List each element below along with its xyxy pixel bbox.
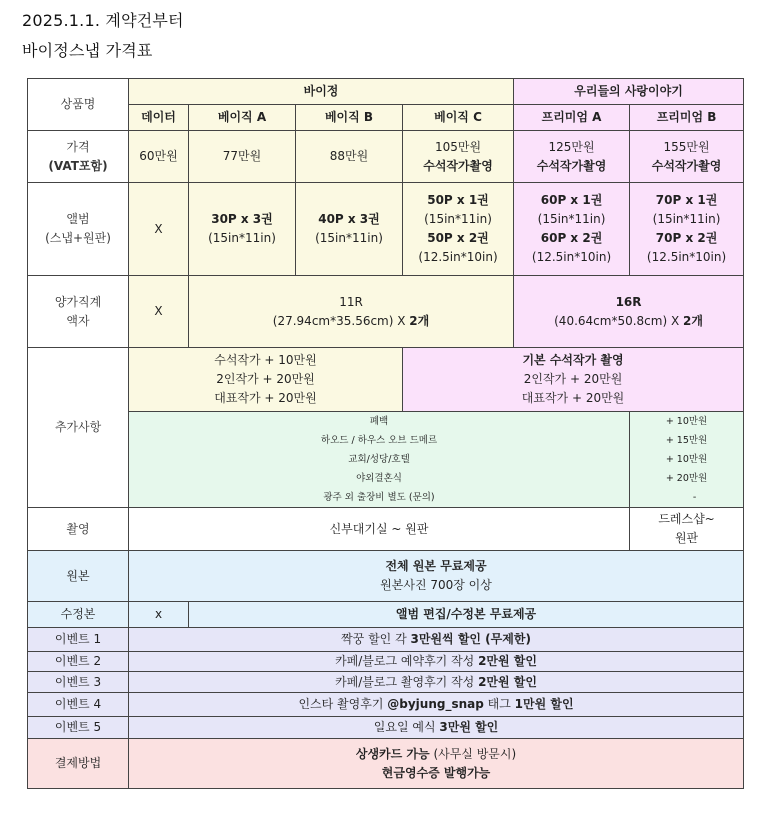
event-emphasis: @byjung_snap: [387, 697, 484, 711]
album-qty: 50P x 1권: [427, 193, 489, 207]
col-header-basic-a: 베이직 A: [189, 105, 296, 131]
original-line: 전체 원본 무료제공: [385, 559, 487, 573]
album-size: (15in*11in): [208, 231, 276, 245]
price-label: [28, 131, 129, 183]
event-emphasis: 3만원 할인: [439, 720, 499, 734]
event-label: 이벤트 5: [28, 717, 129, 739]
frame-premium: [514, 276, 744, 348]
shooting-side-line: 드레스샵~: [658, 512, 715, 526]
frame-label-line2: 액자: [66, 313, 90, 328]
payment-note: (사무실 방문시): [433, 746, 517, 761]
price-basic-b: 88만원: [296, 131, 403, 183]
album-qty: 60P x 2권: [540, 231, 603, 245]
extras-line: 수석작가 + 10만원: [214, 353, 317, 367]
price-data: 60만원: [129, 131, 189, 183]
option-price: + 15만원: [665, 435, 708, 446]
album-qty: 30P x 3권: [211, 212, 273, 226]
album-basic-c: [403, 183, 514, 276]
group-header-story: 우리들의 사랑이야기: [514, 79, 744, 105]
frame-label: [28, 276, 129, 348]
page-title: 바이정스냅 가격표: [22, 41, 153, 60]
revision-label: 수정본: [28, 602, 129, 628]
price-basic-a: 77만원: [189, 131, 296, 183]
album-size: (15in*11in): [652, 212, 721, 226]
original-label: 원본: [28, 551, 129, 602]
event-prefix: 짝꿍 할인 각: [341, 632, 407, 646]
album-qty: 70P x 2권: [655, 231, 718, 245]
extras-premium: [403, 348, 744, 412]
event-label: 이벤트 4: [28, 693, 129, 717]
price-amount: 125만원: [548, 139, 595, 154]
frame-basic: [189, 276, 514, 348]
extras-options-names: [129, 412, 630, 508]
frame-size: 11R: [339, 294, 363, 309]
event-content: [129, 672, 744, 693]
price-amount: 105만원: [434, 139, 482, 154]
extras-line: 2인작가 + 20만원: [216, 372, 315, 386]
price-amount: 155만원: [663, 139, 710, 154]
shooting-side-line: 원판: [674, 531, 699, 545]
extras-line: 2인작가 + 20만원: [523, 372, 623, 386]
event-emphasis: 3만원씩 할인 (무제한): [410, 632, 531, 646]
album-data: X: [129, 183, 189, 276]
product-name-label: 상품명: [28, 79, 129, 131]
revision-data: x: [129, 602, 189, 628]
extras-options-prices: [630, 412, 744, 508]
frame-data: X: [129, 276, 189, 348]
col-header-premium-b: 프리미엄 B: [630, 105, 744, 131]
shooting-label: 촬영: [28, 508, 129, 551]
col-header-premium-a: 프리미엄 A: [514, 105, 630, 131]
price-note: 수석작가촬영: [651, 158, 722, 173]
option-name: 야외결혼식: [356, 473, 402, 484]
album-basic-b: [296, 183, 403, 276]
event-prefix: 카페/블로그 예약후기 작성: [335, 654, 475, 668]
event-content: [129, 628, 744, 652]
event-label: 이벤트 3: [28, 672, 129, 693]
album-label-line2: (스냅+원판): [45, 231, 111, 245]
col-header-basic-b: 베이직 B: [296, 105, 403, 131]
option-name: 하오드 / 하우스 오브 드메르: [320, 435, 438, 446]
album-size: (12.5in*10in): [646, 250, 727, 264]
event-emphasis: 2만원 할인: [478, 654, 537, 668]
original-content: [129, 551, 744, 602]
album-size: (12.5in*10in): [531, 250, 612, 264]
option-name: 광주 외 출장비 별도 (문의): [323, 492, 435, 503]
price-label-line1: 가격: [66, 139, 90, 154]
event-content: [129, 652, 744, 672]
album-qty: 60P x 1권: [540, 193, 603, 207]
event-emphasis: 1만원 할인: [514, 697, 574, 711]
event-emphasis: 2만원 할인: [478, 674, 537, 689]
original-line: 원본사진 700장 이상: [380, 578, 492, 592]
album-size: (12.5in*10in): [418, 250, 498, 264]
effective-date-heading: 2025.1.1. 계약건부터: [22, 11, 184, 30]
event-label: 이벤트 1: [28, 628, 129, 652]
event-middle: 태그: [487, 697, 511, 711]
album-basic-a: [189, 183, 296, 276]
option-name: 폐백: [369, 416, 389, 427]
event-prefix: 인스타 촬영후기: [298, 697, 384, 711]
extras-line: 대표작가 + 20만원: [214, 391, 317, 405]
option-price: -: [692, 492, 697, 503]
payment-line: 현금영수증 발행가능: [381, 765, 491, 780]
event-prefix: 일요일 예식: [373, 720, 436, 734]
extras-line: 기본 수석작가 촬영: [522, 353, 624, 367]
album-premium-b: [630, 183, 744, 276]
extras-basic: [129, 348, 403, 412]
frame-quantity: 2개: [683, 313, 703, 328]
payment-label: 결제방법: [28, 739, 129, 789]
price-note: 수석작가촬영: [423, 158, 493, 173]
album-premium-a: [514, 183, 630, 276]
option-price: + 20만원: [665, 473, 708, 484]
extras-label: 추가사항: [28, 348, 129, 508]
price-premium-a: [514, 131, 630, 183]
album-size: (15in*11in): [424, 212, 492, 226]
price-label-line2: (VAT포함): [48, 158, 108, 173]
shooting-scope: 신부대기실 ~ 원판: [129, 508, 630, 551]
album-label-line1: 앨범: [66, 212, 90, 226]
frame-quantity: 2개: [409, 313, 430, 328]
shooting-scope-premium-b: [630, 508, 744, 551]
price-note: 수석작가촬영: [536, 158, 607, 173]
price-table: [27, 78, 744, 789]
event-content: [129, 693, 744, 717]
frame-dimensions: (27.94cm*35.56cm) X: [272, 313, 406, 328]
payment-emphasis: 상생카드 가능: [355, 746, 430, 761]
payment-methods: [129, 739, 744, 789]
extras-line: 대표작가 + 20만원: [521, 391, 625, 405]
option-price: + 10만원: [665, 416, 708, 427]
frame-dimensions: (40.64cm*50.8cm) X: [554, 313, 680, 328]
col-header-data: 데이터: [129, 105, 189, 131]
price-basic-c: [403, 131, 514, 183]
price-premium-b: [630, 131, 744, 183]
album-label: [28, 183, 129, 276]
album-qty: 40P x 3권: [318, 212, 380, 226]
col-header-basic-c: 베이직 C: [403, 105, 514, 131]
option-name: 교회/성당/호텔: [348, 454, 410, 465]
event-prefix: 카페/블로그 촬영후기 작성: [335, 674, 475, 689]
album-qty: 70P x 1권: [655, 193, 718, 207]
option-price: + 10만원: [665, 454, 708, 465]
album-qty: 50P x 2권: [427, 231, 489, 245]
revision-others: 앨범 편집/수정본 무료제공: [189, 602, 744, 628]
frame-size: 16R: [615, 294, 642, 309]
event-content: [129, 717, 744, 739]
album-size: (15in*11in): [537, 212, 606, 226]
frame-label-line1: 양가직계: [54, 294, 102, 309]
group-header-biojung: 바이정: [129, 79, 514, 105]
album-size: (15in*11in): [315, 231, 383, 245]
event-label: 이벤트 2: [28, 652, 129, 672]
